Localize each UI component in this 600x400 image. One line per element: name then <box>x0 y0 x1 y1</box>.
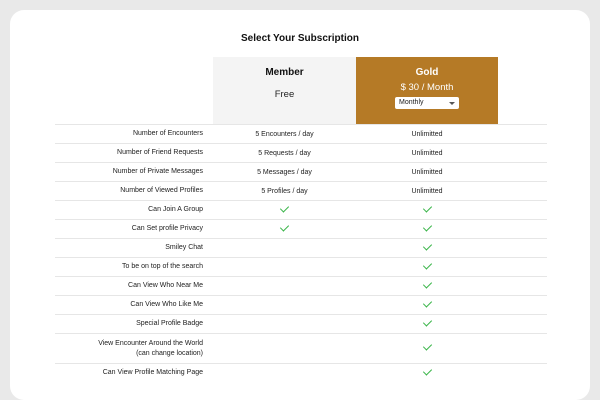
member-value <box>213 207 356 214</box>
member-value: 5 Requests / day <box>258 149 311 157</box>
check-icon <box>422 366 431 375</box>
feature-label-text: Number of Viewed Profiles <box>120 187 203 194</box>
billing-period-select[interactable] <box>395 97 459 109</box>
feature-label-text: View Encounter Around the World <box>98 339 203 347</box>
check-icon <box>422 341 431 350</box>
gold-value <box>356 264 498 271</box>
feature-label <box>55 129 203 139</box>
feature-label <box>55 300 203 310</box>
table-row <box>55 143 547 162</box>
check-icon <box>422 279 431 288</box>
feature-label-text: Can View Who Near Me <box>128 282 203 289</box>
member-value: 5 Profiles / day <box>261 187 308 195</box>
gold-value <box>356 345 498 352</box>
feature-comparison-table <box>55 124 547 382</box>
check-icon <box>422 298 431 307</box>
feature-label-text: Smiley Chat <box>165 244 203 251</box>
gold-value <box>356 321 498 328</box>
check-icon <box>422 241 431 250</box>
gold-value <box>356 370 498 377</box>
check-icon <box>422 222 431 231</box>
table-row <box>55 333 547 363</box>
feature-label-text: Can View Who Like Me <box>130 301 203 308</box>
chevron-down-icon <box>449 102 455 105</box>
feature-label <box>55 368 203 378</box>
gold-value <box>356 207 498 214</box>
feature-label <box>55 186 203 196</box>
plan-header-member[interactable] <box>213 57 356 124</box>
gold-value <box>356 283 498 290</box>
feature-label-text: Can View Profile Matching Page <box>102 369 203 376</box>
feature-label <box>55 167 203 177</box>
feature-label <box>55 262 203 272</box>
subscription-card <box>10 10 590 400</box>
table-row <box>55 314 547 333</box>
gold-value <box>356 245 498 252</box>
plan-name-gold: Gold <box>415 67 439 78</box>
feature-label <box>55 224 203 234</box>
billing-period-value: Monthly <box>399 99 424 106</box>
table-row <box>55 124 547 143</box>
feature-label <box>55 148 203 158</box>
table-row <box>55 295 547 314</box>
gold-value: Unlimitted <box>411 130 443 138</box>
table-row <box>55 219 547 238</box>
gold-value: Unlimitted <box>411 168 443 176</box>
feature-label <box>55 281 203 291</box>
table-row <box>55 162 547 181</box>
feature-label-text: Number of Private Messages <box>112 168 203 175</box>
feature-label <box>55 339 203 359</box>
feature-label-text: Can Join A Group <box>148 206 203 213</box>
plan-price-gold: $ 30 / Month <box>400 82 454 93</box>
member-value: 5 Messages / day <box>257 168 312 176</box>
check-icon <box>422 260 431 269</box>
feature-label-subtext: (can change location) <box>136 349 203 357</box>
table-row <box>55 257 547 276</box>
plan-price-member: Free <box>274 89 295 100</box>
gold-value <box>356 302 498 309</box>
plan-name-member: Member <box>265 67 304 78</box>
feature-label <box>55 319 203 329</box>
member-value <box>213 226 356 233</box>
feature-label <box>55 243 203 253</box>
gold-value: Unlimitted <box>411 149 443 157</box>
check-icon <box>280 203 289 212</box>
feature-label <box>55 205 203 215</box>
feature-label-text: To be on top of the search <box>122 263 203 270</box>
feature-label-text: Number of Friend Requests <box>117 149 203 156</box>
table-row <box>55 363 547 382</box>
page-title: Select Your Subscription <box>241 33 359 44</box>
check-icon <box>422 317 431 326</box>
plan-header-gold[interactable] <box>356 57 498 124</box>
feature-label-text: Number of Encounters <box>132 130 203 137</box>
table-row <box>55 200 547 219</box>
table-row <box>55 238 547 257</box>
check-icon <box>280 222 289 231</box>
gold-value: Unlimitted <box>411 187 443 195</box>
member-value: 5 Encounters / day <box>255 130 314 138</box>
table-row <box>55 181 547 200</box>
check-icon <box>422 203 431 212</box>
table-row <box>55 276 547 295</box>
feature-label-text: Can Set profile Privacy <box>131 225 203 232</box>
feature-label-text: Special Profile Badge <box>136 320 203 327</box>
gold-value <box>356 226 498 233</box>
